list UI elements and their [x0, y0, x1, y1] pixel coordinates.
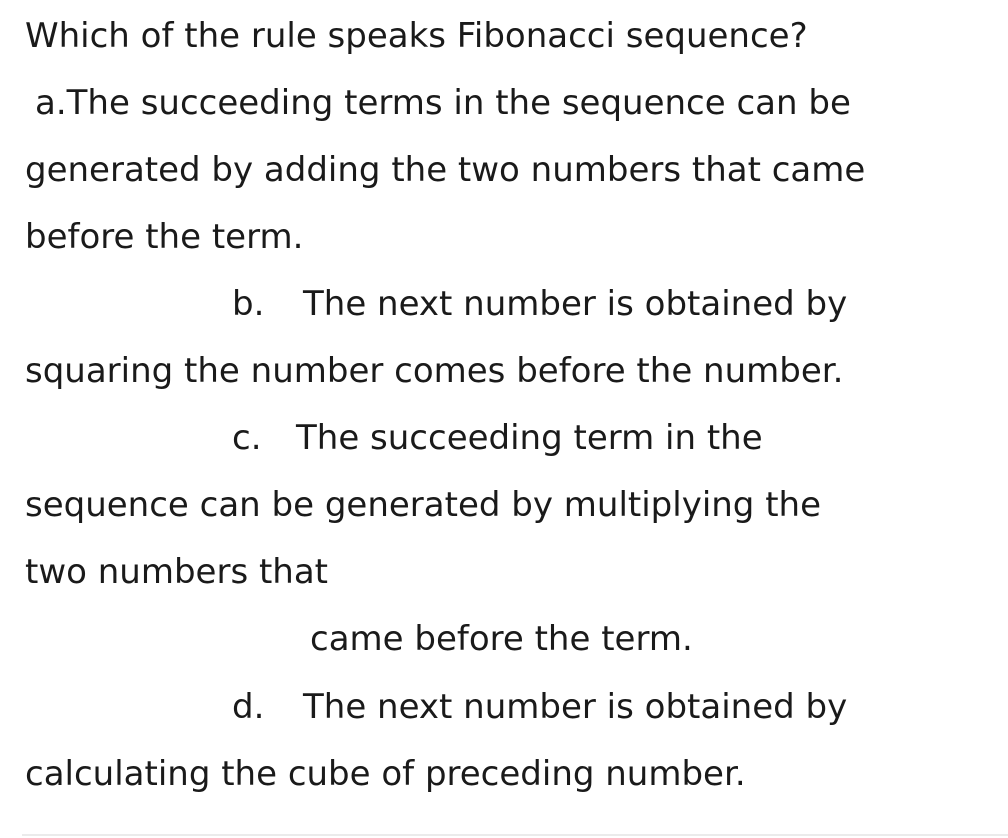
- option-c-text-4: came before the term.: [310, 619, 693, 659]
- option-c-marker: c.: [232, 418, 262, 458]
- option-d-text-2: calculating the cube of preceding number.: [25, 754, 746, 794]
- option-a-text-1: The succeeding terms in the sequence can be: [66, 83, 851, 123]
- option-d-marker: d.: [232, 687, 265, 727]
- option-c-text-3: two numbers that: [25, 552, 329, 592]
- option-a-marker: a.: [35, 83, 67, 123]
- option-b-text-2: squaring the number comes before the number.: [25, 351, 844, 391]
- question-text: Which of the rule speaks Fibonacci sequence?: [25, 16, 808, 56]
- option-d-text-1: The next number is obtained by: [303, 687, 848, 727]
- option-c-text-1: The succeeding term in the: [296, 418, 763, 458]
- option-a-line-3: before the term.: [25, 217, 304, 257]
- option-b-text-1: The next number is obtained by: [303, 284, 848, 324]
- option-a-line-2: generated by adding the two numbers that came: [25, 150, 866, 190]
- option-c-text-2: sequence can be generated by multiplying the: [25, 485, 821, 525]
- bottom-divider: [22, 834, 1008, 836]
- option-b-marker: b.: [232, 284, 265, 324]
- option-a-line-1: [35, 81, 851, 125]
